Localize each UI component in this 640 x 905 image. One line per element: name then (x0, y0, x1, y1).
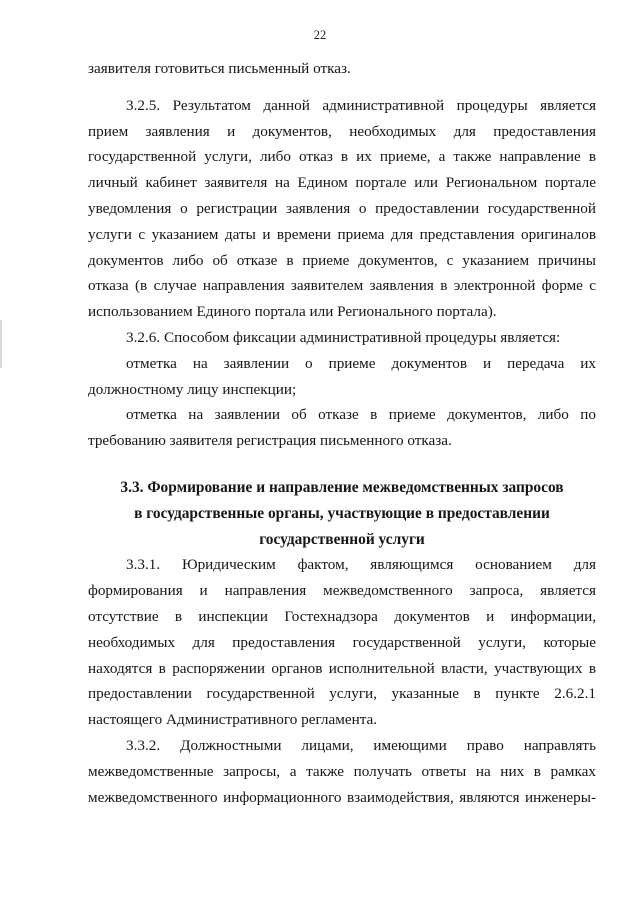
paragraph-3-3-2-line: межведомственного информационного взаимодействия, являются инженеры- (88, 788, 596, 806)
paragraph-3-2-5-line: 3.2.5. Результатом данной административной процедуры является (126, 96, 596, 114)
page-number: 22 (313, 28, 327, 42)
paragraph-3-3-2-line: межведомственные запросы, а также получать ответы на них в рамках (88, 762, 596, 780)
text-line: заявителя готовиться письменный отказ. (88, 60, 351, 77)
paragraph-3-3-1-line: предоставлении государственной услуги, указанные в пункте 2.6.2.1 (88, 685, 596, 703)
paragraph-3-2-5-line: отказа (в случае направления заявителем заявления в электронной форме с (88, 277, 596, 295)
spacer (88, 82, 596, 93)
paragraph-3-2-5-line: государственной услуги, либо отказ в их приеме, а также направление в (88, 148, 596, 166)
section-heading: 3.3. Формирование и направление межведомственных запросов (120, 478, 564, 496)
paragraph-3-2-5-line: личный кабинет заявителя на Едином портале или Региональном портале (88, 174, 596, 192)
paragraph-3-3-2-line: 3.3.2. Должностными лицами, имеющими право направлять (126, 736, 596, 754)
paragraph-3-3-1-line: формирования и направления межведомственного запроса, является (88, 582, 596, 600)
paragraph-3-2-5-line: уведомления о регистрации заявления о предоставлении государственной (88, 199, 596, 217)
paragraph-3-2-6-line: должностному лицу инспекции; (88, 380, 297, 398)
paragraph-3-3-1-line: необходимых для предоставления государственной услуги, которые (88, 633, 596, 651)
paragraph-3-2-5-line: использованием Единого портала или Регионального портала). (88, 303, 497, 321)
paragraph-3-3-1-line: 3.3.1. Юридическим фактом, являющимся основанием для (126, 556, 596, 574)
paragraph-3-2-5-line: документов либо об отказе в приеме документов, с указанием причины (88, 251, 596, 269)
paragraph-3-2-6-line: требованию заявителя регистрация письменного отказа. (88, 432, 452, 450)
section-heading: в государственные органы, участвующие в предоставлении (134, 504, 550, 522)
paragraph-3-3-1-line: отсутствие в инспекции Гостехнадзора документов и информации, (88, 607, 596, 625)
paragraph-3-3-1-line: настоящего Административного регламента. (88, 711, 378, 729)
paragraph-3-3-1-line: находятся в распоряжении органов исполнительной власти, участвующих в (88, 659, 596, 677)
spacer (88, 454, 596, 475)
page-body (88, 56, 596, 810)
section-heading: государственной услуги (259, 530, 425, 548)
paragraph-3-2-5-line: прием заявления и документов, необходимых для предоставления (88, 122, 596, 140)
paragraph-3-2-5-line: услуги с указанием даты и времени приема для представления оригиналов (88, 225, 596, 243)
paragraph-3-2-6-line: 3.2.6. Способом фиксации административной процедуры является: (126, 328, 561, 346)
paragraph-3-2-6-line: отметка на заявлении об отказе в приеме документов, либо по (126, 406, 596, 424)
scan-edge-mark (0, 320, 2, 368)
paragraph-3-2-6-line: отметка на заявлении о приеме документов и передача их (126, 354, 596, 372)
